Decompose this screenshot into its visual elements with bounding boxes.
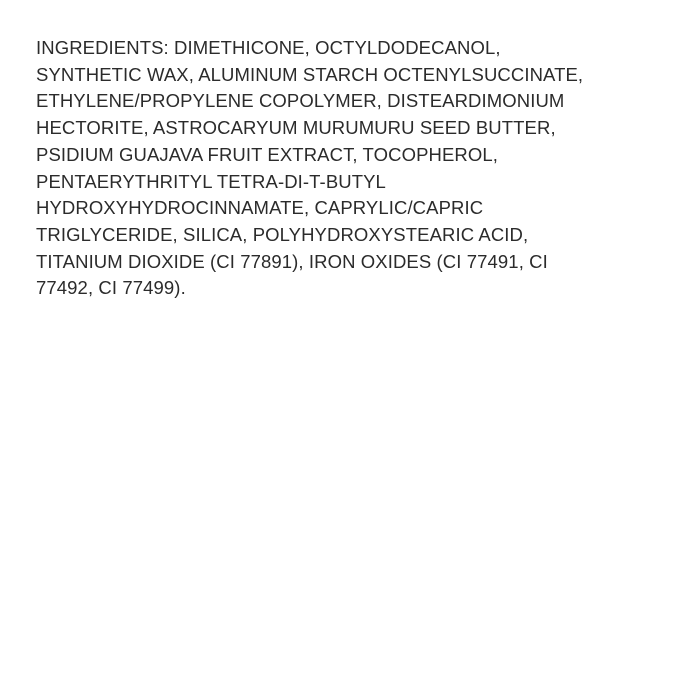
- ingredients-line: HECTORITE, ASTROCARYUM MURUMURU SEED BUTTER,: [36, 117, 556, 139]
- ingredients-line: ETHYLENE/PROPYLENE COPOLYMER, DISTEARDIMONIUM: [36, 90, 565, 112]
- ingredients-line: TITANIUM DIOXIDE (CI 77891), IRON OXIDES (CI 77491, CI: [36, 250, 548, 272]
- ingredients-line: TRIGLYCERIDE, SILICA, POLYHYDROXYSTEARIC ACID,: [36, 223, 529, 245]
- product-ingredients-panel: [36, 35, 649, 302]
- ingredients-line: 77492, CI 77499).: [36, 277, 186, 299]
- ingredients-line: INGREDIENTS: DIMETHICONE, OCTYLDODECANOL,: [36, 37, 501, 58]
- ingredients-line: SYNTHETIC WAX, ALUMINUM STARCH OCTENYLSUCCINATE,: [36, 63, 584, 85]
- ingredients-line: HYDROXYHYDROCINNAMATE, CAPRYLIC/CAPRIC: [36, 197, 484, 219]
- ingredients-line: PSIDIUM GUAJAVA FRUIT EXTRACT, TOCOPHEROL,: [36, 143, 498, 165]
- ingredients-line: PENTAERYTHRITYL TETRA-DI-T-BUTYL: [36, 170, 386, 192]
